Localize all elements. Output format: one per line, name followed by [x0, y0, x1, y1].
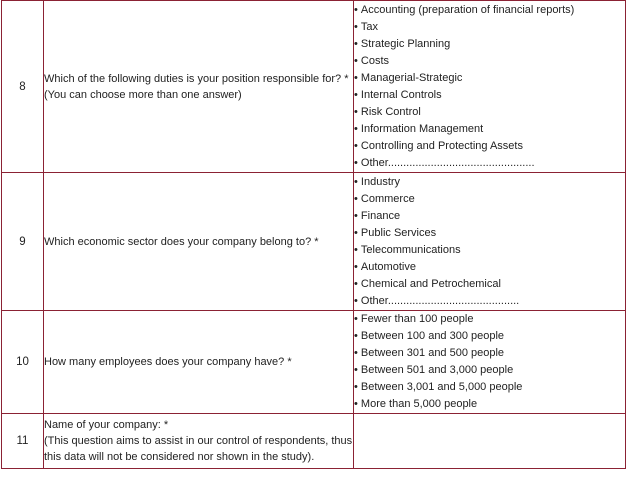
question-line: How many employees does your company have? *: [44, 356, 292, 368]
option-item: • Finance: [354, 208, 625, 225]
table-row: [2, 414, 626, 469]
option-item: • Between 301 and 500 people: [354, 345, 625, 362]
question-line: Which of the following duties is your position responsible for? *: [44, 72, 349, 85]
option-item: • Other...........................................: [354, 293, 625, 310]
question-number: 11: [2, 414, 44, 469]
question-line: this data will not be considered nor shown in the study).: [44, 451, 315, 463]
option-item: • Between 501 and 3,000 people: [354, 362, 625, 379]
option-item: • Strategic Planning: [354, 36, 625, 53]
question-number: 9: [2, 173, 44, 311]
answer-field-company-name: [354, 414, 626, 469]
option-item: • Telecommunications: [354, 242, 625, 259]
option-item: • Costs: [354, 53, 625, 70]
option-item: • Fewer than 100 people: [354, 311, 625, 328]
answer-options: [354, 311, 626, 414]
option-item: • Accounting (preparation of financial reports): [354, 2, 625, 19]
answer-options: [354, 173, 626, 311]
option-item: • Managerial-Strategic: [354, 70, 625, 87]
question-number: 10: [2, 311, 44, 414]
question-text: [44, 173, 354, 311]
option-item: • Chemical and Petrochemical: [354, 276, 625, 293]
question-line: Name of your company: *: [44, 419, 169, 431]
option-item: • Internal Controls: [354, 87, 625, 104]
question-text: [44, 1, 354, 173]
option-item: • Controlling and Protecting Assets: [354, 138, 625, 155]
option-item: • Automotive: [354, 259, 625, 276]
option-item: • Other................................................: [354, 155, 625, 172]
question-line: (This question aims to assist in our control of respondents, thus: [44, 435, 353, 447]
survey-table: [1, 0, 626, 469]
question-line: Which economic sector does your company belong to? *: [44, 235, 319, 248]
option-item: • Between 3,001 and 5,000 people: [354, 379, 625, 396]
option-item: • Tax: [354, 19, 625, 36]
option-item: • Public Services: [354, 225, 625, 242]
table-row: [2, 1, 626, 173]
option-item: • Risk Control: [354, 104, 625, 121]
table-row: [2, 173, 626, 311]
question-number: 8: [2, 1, 44, 173]
option-item: • Between 100 and 300 people: [354, 328, 625, 345]
option-item: • Information Management: [354, 121, 625, 138]
question-text: [44, 311, 354, 414]
option-item: • More than 5,000 people: [354, 396, 625, 413]
question-text: [44, 414, 354, 469]
question-line: (You can choose more than one answer): [44, 88, 242, 101]
table-row: [2, 311, 626, 414]
option-item: • Industry: [354, 174, 625, 191]
answer-options: [354, 1, 626, 173]
option-item: • Commerce: [354, 191, 625, 208]
